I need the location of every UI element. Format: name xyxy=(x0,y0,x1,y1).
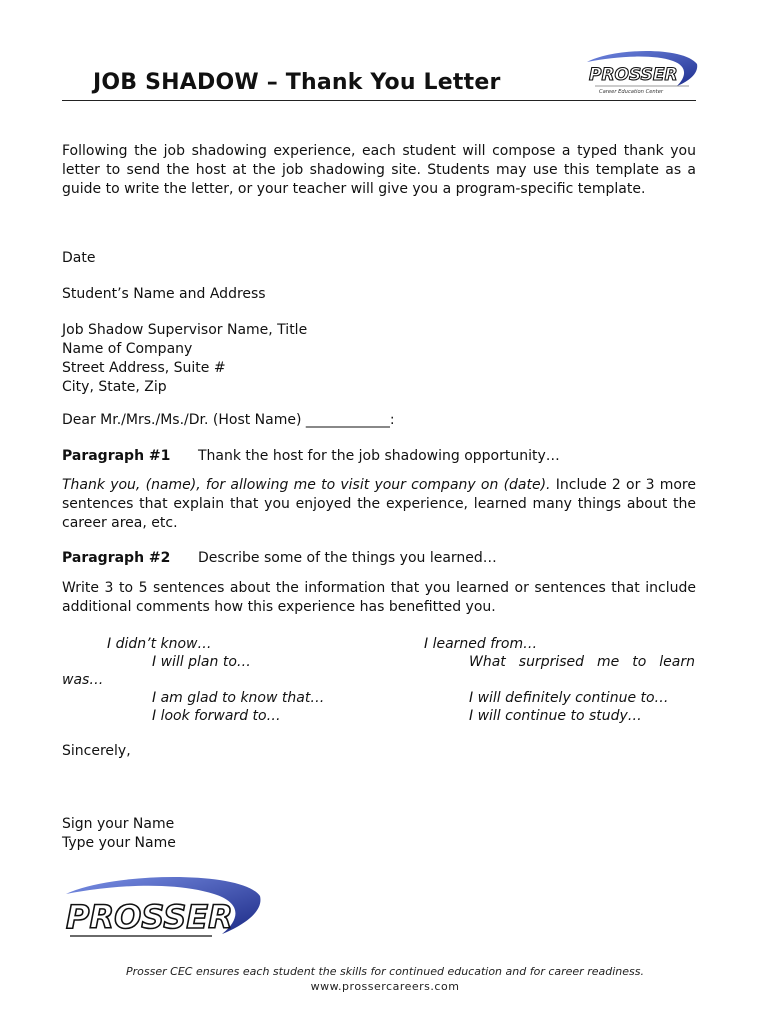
logo-wordmark-large: PROSSER xyxy=(66,898,233,936)
paragraph2-desc: Describe some of the things you learned… xyxy=(198,550,497,566)
logo-subtext: Career Education Center xyxy=(599,89,664,95)
signature-block xyxy=(62,815,696,853)
inside-address xyxy=(62,321,696,397)
address-line: Job Shadow Supervisor Name, Title xyxy=(62,322,308,338)
sign-name-line: Sign your Name xyxy=(62,816,175,832)
prompt-right: What surprised me to learn xyxy=(469,654,695,670)
prompt-left: I will plan to… xyxy=(152,654,251,670)
prompt-left: I am glad to know that… xyxy=(152,690,325,706)
prompt-right: I will continue to study… xyxy=(469,708,642,724)
logo-wordmark-small: PROSSER xyxy=(589,65,678,85)
paragraph2-body: Write 3 to 5 sentences about the information that you learned or sentences that include additional comments how this experience has benefitted you. xyxy=(62,580,696,615)
prompt-left: I didn’t know… xyxy=(107,636,212,652)
paragraph1-label: Paragraph #1 xyxy=(62,448,171,464)
page-title: JOB SHADOW – Thank You Letter xyxy=(93,70,501,95)
paragraph1-body xyxy=(62,476,696,533)
paragraph2-heading xyxy=(62,549,696,568)
prompt-wrap: was… xyxy=(62,672,104,688)
prosser-logo-large xyxy=(62,876,262,942)
type-name-line: Type your Name xyxy=(62,835,176,851)
date-line: Date xyxy=(62,250,96,266)
footer-url[interactable]: www.prossercareers.com xyxy=(310,980,460,993)
title-underline xyxy=(62,100,696,101)
prompt-right: I will definitely continue to… xyxy=(469,690,669,706)
paragraph1-desc: Thank the host for the job shadowing opportunity… xyxy=(198,448,560,464)
prosser-logo-small xyxy=(583,50,699,96)
student-name-line: Student’s Name and Address xyxy=(62,286,266,302)
paragraph2-label: Paragraph #2 xyxy=(62,550,171,566)
paragraph1-rest: Include 2 or 3 more sentences that explain that you enjoyed the experience, learned many things about the career area, etc. xyxy=(62,477,696,531)
intro-paragraph: Following the job shadowing experience, each student will compose a typed thank you letter to send the host at the job shadowing site. Students may use this template as a guide to write the letter, or your teacher will give you a program-specific template. xyxy=(62,143,696,197)
paragraph1-italic: Thank you, (name), for allowing me to visit your company on (date). xyxy=(62,477,551,493)
footer-tagline: Prosser CEC ensures each student the skills for continued education and for career readiness. xyxy=(126,965,644,978)
prompt-right: I learned from… xyxy=(424,636,538,652)
prompt-left: I look forward to… xyxy=(152,708,281,724)
paragraph1-heading xyxy=(62,447,696,466)
closing: Sincerely, xyxy=(62,743,131,759)
address-line: City, State, Zip xyxy=(62,379,167,395)
address-line: Street Address, Suite # xyxy=(62,360,226,376)
salutation: Dear Mr./Mrs./Ms./Dr. (Host Name) ____________: xyxy=(62,412,395,428)
address-line: Name of Company xyxy=(62,341,193,357)
